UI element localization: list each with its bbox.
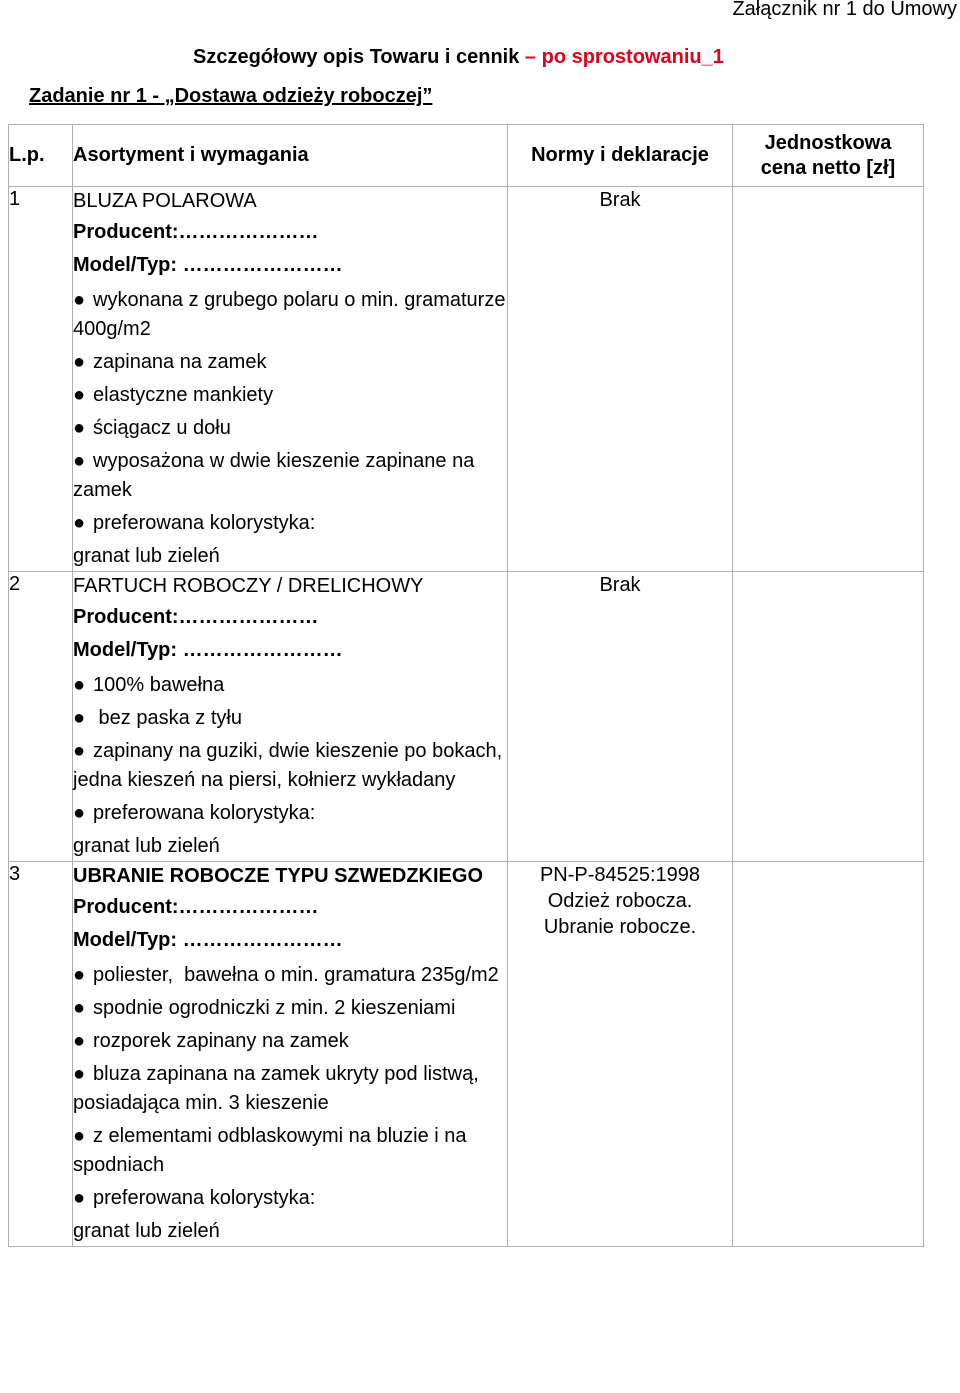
requirement-item: ● z elementami odblaskowymi na bluzie i na spodniach	[73, 1122, 507, 1180]
norm-line: PN-P-84525:1998	[539, 864, 701, 886]
header-norms: Normy i deklaracje	[508, 125, 733, 187]
norm-line: Odzież robocza.	[547, 890, 693, 912]
table-row	[9, 572, 924, 862]
product-name: BLUZA POLAROWA	[73, 190, 257, 212]
title-correction: – po sprostowaniu_1	[524, 46, 724, 68]
model-field: Model/Typ: ……………………	[73, 929, 343, 951]
title-main: Szczegółowy opis Towaru i cennik	[193, 46, 520, 68]
row-price-cell[interactable]	[733, 187, 924, 572]
bullet-icon: ●	[73, 417, 86, 439]
color-value: granat lub zieleń	[73, 545, 220, 567]
requirement-item: ● preferowana kolorystyka:	[73, 1184, 507, 1213]
table-header-row	[9, 125, 924, 187]
requirement-item: ● ściągacz u dołu	[73, 414, 507, 443]
model-field: Model/Typ: ……………………	[73, 254, 343, 276]
bullet-icon: ●	[73, 384, 86, 406]
requirement-item: ● elastyczne mankiety	[73, 381, 507, 410]
header-price-line2: cena netto [zł]	[760, 156, 896, 179]
row-norm: Brak	[508, 572, 733, 862]
producer-field: Producent:…………………	[73, 896, 319, 918]
color-value: granat lub zieleń	[73, 835, 220, 857]
bullet-icon: ●	[73, 674, 86, 696]
header-price-line1: Jednostkowa	[764, 131, 892, 154]
bullet-icon: ●	[73, 351, 86, 373]
requirement-item: ● preferowana kolorystyka:	[73, 509, 507, 538]
requirement-item: ● zapinana na zamek	[73, 348, 507, 377]
requirement-item: ● wyposażona w dwie kieszenie zapinane na zamek	[73, 447, 507, 505]
bullet-icon: ●	[73, 1187, 86, 1209]
header-assortment: Asortyment i wymagania	[73, 125, 508, 187]
table-row	[9, 862, 924, 1247]
bullet-icon: ●	[73, 512, 86, 534]
requirement-item: ● spodnie ogrodniczki z min. 2 kieszeniami	[73, 994, 507, 1023]
row-description	[73, 862, 508, 1247]
product-name: UBRANIE ROBOCZE TYPU SZWEDZKIEGO	[73, 865, 484, 887]
header-lp: L.p.	[9, 125, 73, 187]
bullet-icon: ●	[73, 740, 86, 762]
task-subtitle: Zadanie nr 1 - „Dostawa odzieży roboczej”	[29, 85, 433, 107]
producer-field: Producent:…………………	[73, 221, 319, 243]
row-norm: Brak	[508, 187, 733, 572]
bullet-icon: ●	[73, 997, 86, 1019]
bullet-icon: ●	[73, 450, 86, 472]
row-number: 3	[9, 862, 73, 1247]
row-price-cell[interactable]	[733, 572, 924, 862]
bullet-icon: ●	[73, 802, 86, 824]
product-name: FARTUCH ROBOCZY / DRELICHOWY	[73, 575, 424, 597]
requirement-item: ● rozporek zapinany na zamek	[73, 1027, 507, 1056]
table-row	[9, 187, 924, 572]
row-number: 2	[9, 572, 73, 862]
row-number: 1	[9, 187, 73, 572]
requirement-item: ● wykonana z grubego polaru o min. gramaturze 400g/m2	[73, 286, 507, 344]
row-norm	[508, 862, 733, 1247]
color-value: granat lub zieleń	[73, 1220, 220, 1242]
bullet-icon: ●	[73, 1063, 86, 1085]
bullet-icon: ●	[73, 964, 86, 986]
bullet-icon: ●	[73, 289, 86, 311]
row-price-cell[interactable]	[733, 862, 924, 1247]
norm-line: Ubranie robocze.	[543, 916, 697, 938]
producer-field: Producent:…………………	[73, 606, 319, 628]
bullet-icon: ●	[73, 1030, 86, 1052]
requirement-item: ● zapinany na guziki, dwie kieszenie po bokach, jedna kieszeń na piersi, kołnierz wykładany	[73, 737, 507, 795]
requirement-item: ● 100% bawełna	[73, 671, 507, 700]
price-table	[8, 124, 924, 1247]
header-unit-price	[733, 125, 924, 187]
requirement-item: ● bluza zapinana na zamek ukryty pod listwą, posiadająca min. 3 kieszenie	[73, 1060, 507, 1118]
row-description	[73, 572, 508, 862]
bullet-icon: ●	[73, 707, 86, 729]
row-description	[73, 187, 508, 572]
annex-label: Załącznik nr 1 do Umowy	[732, 0, 957, 20]
requirement-item: ● preferowana kolorystyka:	[73, 799, 507, 828]
document-title	[193, 45, 724, 69]
requirement-item: ● bez paska z tyłu	[73, 704, 507, 733]
bullet-icon: ●	[73, 1125, 86, 1147]
requirement-item: ● poliester, bawełna o min. gramatura 235g/m2	[73, 961, 507, 990]
model-field: Model/Typ: ……………………	[73, 639, 343, 661]
